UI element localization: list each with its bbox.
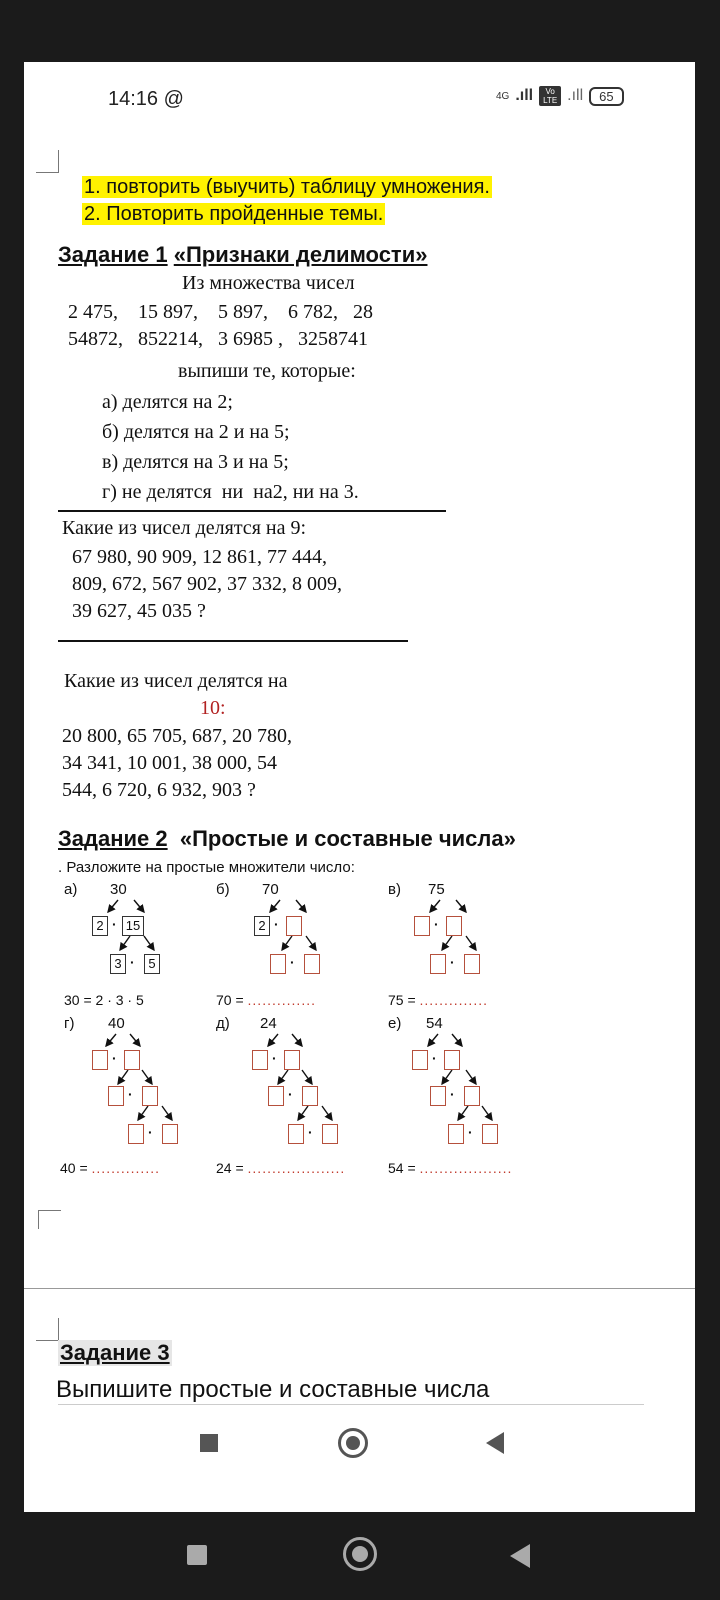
page-corner-mark — [38, 1210, 61, 1229]
home-dot — [346, 1436, 360, 1450]
tree-b-number: 70 — [262, 881, 279, 898]
factor-box-empty — [430, 1086, 446, 1106]
factor-box-empty — [108, 1086, 124, 1106]
task1-item: г) не делятся ни на2, ни на 3. — [102, 481, 359, 503]
tree-g-letter: г) — [64, 1015, 75, 1032]
q9-line: 67 980, 90 909, 12 861, 77 444, — [72, 546, 327, 568]
tree-d-answer: 24 = .................... — [216, 1160, 346, 1176]
q10-line: 34 341, 10 001, 38 000, 54 — [62, 752, 277, 774]
factor-box-empty — [268, 1086, 284, 1106]
tree-a-letter: а) — [64, 881, 78, 898]
tree-e-letter: е) — [388, 1015, 402, 1032]
tree-d-number: 24 — [260, 1015, 277, 1032]
factor-box-empty — [446, 916, 462, 936]
factor-box-empty — [412, 1050, 428, 1070]
q9-title: Какие из чисел делятся на 9: — [62, 517, 307, 539]
factor-box-empty — [92, 1050, 108, 1070]
q9-line: 809, 672, 567 902, 37 332, 8 009, — [72, 573, 342, 595]
recents-button[interactable] — [187, 1545, 207, 1565]
multiply-dot: · — [450, 954, 455, 970]
task1-heading: Задание 1 «Признаки делимости» — [58, 242, 428, 267]
status-time: 14:16 @ — [108, 88, 184, 110]
task1-item: б) делятся на 2 и на 5; — [102, 421, 290, 443]
tree-g-number: 40 — [108, 1015, 125, 1032]
multiply-dot: · — [308, 1124, 313, 1140]
multiply-dot: · — [112, 916, 117, 932]
back-button[interactable] — [510, 1544, 530, 1568]
home-button[interactable] — [343, 1537, 377, 1571]
task1-numbers-line1: 2 475, 15 897, 5 897, 6 782, 28 — [68, 301, 373, 323]
factor-box-empty — [302, 1086, 318, 1106]
multiply-dot: · — [128, 1086, 133, 1102]
task3-heading: Задание 3 — [60, 1340, 170, 1365]
factor-box-empty — [464, 954, 480, 974]
tree-a-number: 30 — [110, 881, 127, 898]
q10-line: 20 800, 65 705, 687, 20 780, — [62, 725, 292, 747]
factor-box-empty — [414, 916, 430, 936]
factor-box-empty — [430, 954, 446, 974]
signal-icon: .ıll — [515, 87, 534, 104]
page-separator — [24, 1288, 695, 1289]
task1-intro: Из множества чисел — [182, 272, 355, 294]
tree-b-answer: 70 = .............. — [216, 992, 316, 1008]
task1-numbers-line2: 54872, 852214, 3 6985 , 3258741 — [68, 328, 368, 350]
todo-item: 1. повторить (выучить) таблицу умножения. — [84, 176, 490, 198]
multiply-dot: · — [450, 1086, 455, 1102]
tree-e-number: 54 — [426, 1015, 443, 1032]
factor-box-empty — [448, 1124, 464, 1144]
todo-item: 2. Повторить пройденные темы. — [84, 203, 384, 225]
q10-number: 10: — [200, 697, 226, 719]
divider — [58, 1404, 644, 1405]
multiply-dot: · — [130, 954, 135, 970]
tree-c-number: 75 — [428, 881, 445, 898]
multiply-dot: · — [432, 1050, 437, 1066]
factor-box: 5 — [144, 954, 160, 974]
volte-badge: Vo LTE — [539, 86, 561, 106]
factor-box-empty — [482, 1124, 498, 1144]
multiply-dot: · — [148, 1124, 153, 1140]
task2-instruction: . Разложите на простые множители число: — [58, 859, 355, 876]
document-photo — [24, 62, 695, 1512]
q10-title: Какие из чисел делятся на — [64, 670, 288, 692]
q10-line: 544, 6 720, 6 932, 903 ? — [62, 779, 256, 801]
factor-box-empty — [270, 954, 286, 974]
inner-back-button[interactable] — [486, 1432, 504, 1454]
battery-icon: 65 — [589, 87, 623, 106]
task1-item: а) делятся на 2; — [102, 391, 233, 413]
multiply-dot: · — [272, 1050, 277, 1066]
factor-box: 3 — [110, 954, 126, 974]
factor-box-empty — [124, 1050, 140, 1070]
factor-box-empty — [284, 1050, 300, 1070]
factor-box-empty — [142, 1086, 158, 1106]
factor-box: 2 — [92, 916, 108, 936]
task1-item: в) делятся на 3 и на 5; — [102, 451, 289, 473]
inner-home-button[interactable] — [338, 1428, 368, 1458]
multiply-dot: · — [434, 916, 439, 932]
factor-box-empty — [162, 1124, 178, 1144]
factor-box: 2 — [254, 916, 270, 936]
tree-d-letter: д) — [216, 1015, 230, 1032]
tree-c-letter: в) — [388, 881, 401, 898]
multiply-dot: · — [288, 1086, 293, 1102]
factor-box-empty — [286, 916, 302, 936]
factor-box-empty — [288, 1124, 304, 1144]
home-dot — [352, 1546, 368, 1562]
task2-heading: Задание 2 «Простые и составные числа» — [58, 826, 516, 851]
factor-box-empty — [444, 1050, 460, 1070]
signal-icon-2: .ıll — [567, 87, 584, 104]
factor-tree-arrows — [24, 62, 695, 1262]
multiply-dot: · — [468, 1124, 473, 1140]
tree-b-letter: б) — [216, 881, 230, 898]
inner-recents-button[interactable] — [200, 1434, 218, 1452]
factor-box-empty — [464, 1086, 480, 1106]
multiply-dot: · — [112, 1050, 117, 1066]
page-corner-mark — [36, 1318, 59, 1341]
tree-a-answer: 30 = 2 · 3 · 5 — [64, 992, 144, 1008]
factor-box-empty — [128, 1124, 144, 1144]
task3-text: Выпишите простые и составные числа — [56, 1376, 490, 1403]
network-type: 4G — [496, 90, 510, 102]
multiply-dot: · — [290, 954, 295, 970]
tree-e-answer: 54 = ................... — [388, 1160, 513, 1176]
factor-box: 15 — [122, 916, 144, 936]
factor-box-empty — [304, 954, 320, 974]
tree-g-answer: 40 = .............. — [60, 1160, 160, 1176]
q9-line: 39 627, 45 035 ? — [72, 600, 206, 622]
factor-box-empty — [252, 1050, 268, 1070]
multiply-dot: · — [274, 916, 279, 932]
tree-c-answer: 75 = .............. — [388, 992, 488, 1008]
factor-box-empty — [322, 1124, 338, 1144]
task1-prompt: выпиши те, которые: — [178, 360, 356, 382]
